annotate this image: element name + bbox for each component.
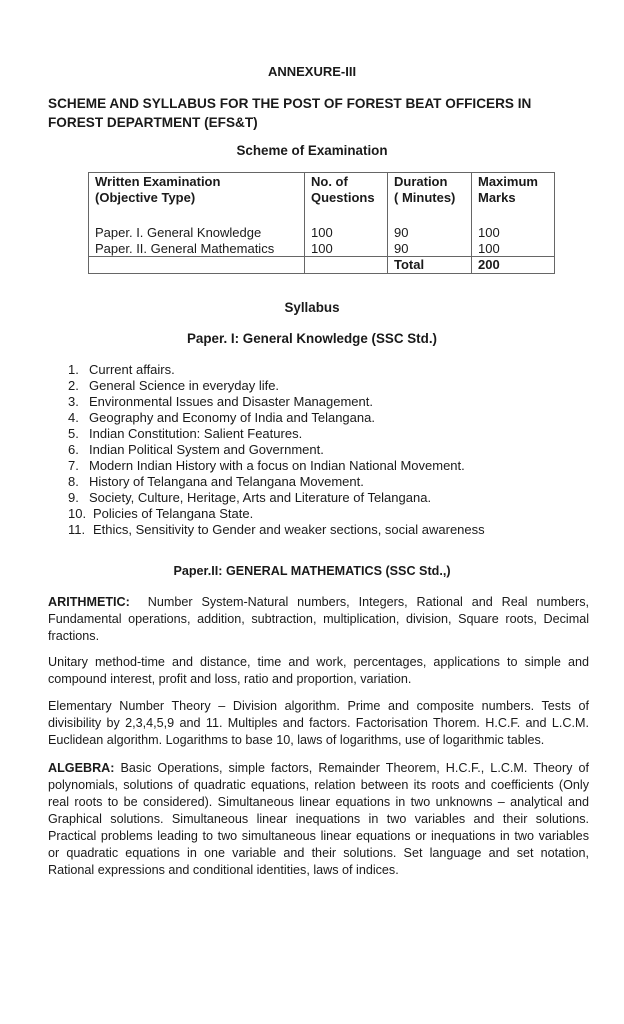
- total-label: Total: [388, 257, 472, 274]
- questions-count: 100: [305, 241, 388, 257]
- paper-name: Paper. II. General Mathematics: [89, 241, 305, 257]
- header-maximum-marks: Maximum Marks: [472, 173, 555, 226]
- max-marks: 100: [472, 225, 555, 241]
- paper1-heading: Paper. I: General Knowledge (SSC Std.): [186, 331, 437, 346]
- total-marks: 200: [472, 257, 555, 274]
- arithmetic-label: ARITHMETIC:: [48, 595, 130, 609]
- list-item: 7. Modern Indian History with a focus on Indian National Movement.: [68, 458, 465, 473]
- list-item: 9. Society, Culture, Heritage, Arts and Literature of Telangana.: [68, 490, 432, 505]
- document-title: SCHEME AND SYLLABUS FOR THE POST OF FOREST BEAT OFFICERS IN FOREST DEPARTMENT (EFS&T): [48, 96, 532, 130]
- header-duration: Duration ( Minutes): [388, 173, 472, 226]
- empty-cell: [305, 257, 388, 274]
- syllabus-heading: Syllabus: [284, 300, 340, 315]
- empty-cell: [89, 257, 305, 274]
- list-item: 6. Indian Political System and Government.: [68, 442, 324, 457]
- table-row: [89, 241, 555, 257]
- list-item: 3. Environmental Issues and Disaster Management.: [68, 394, 373, 409]
- table-header-row: [89, 173, 555, 226]
- algebra-paragraph: ALGEBRA: Basic Operations, simple factors, Remainder Theorem, H.C.F., L.C.M. Theory of polynomials, solutions of quadratic equations, relation between its roots and coefficients (Only real roots to be considered). Simultaneous linear equations in two unknowns – analytical and Graphical solutions. Simultaneous linear inequations in two variables and their solutions. Practical problems leading to two simultaneous linear equations or inequations in two variables or quadratic equations in one variable and their solutions. Set language and set notation, Rational expressions and conditional identities, laws of indices.: [48, 761, 589, 877]
- table-total-row: [89, 257, 555, 274]
- table-row: [89, 225, 555, 241]
- general-knowledge-topic-list: [68, 362, 485, 538]
- max-marks: 100: [472, 241, 555, 257]
- list-item: 11. Ethics, Sensitivity to Gender and weaker sections, social awareness: [68, 522, 485, 537]
- algebra-label: ALGEBRA:: [48, 761, 115, 775]
- list-item: 8. History of Telangana and Telangana Movement.: [68, 474, 364, 489]
- questions-count: 100: [305, 225, 388, 241]
- list-item: 2. General Science in everyday life.: [68, 378, 280, 393]
- number-theory-paragraph: Elementary Number Theory – Division algorithm. Prime and composite numbers. Tests of divisibility by 2,3,4,5,9 and 11. Multiples and factors. Factorisation Thorem. H.C.F. and L.C.M. Euclidean algorithm. Logarithms to base 10, laws of logarithms, use of logarithmic tables.: [48, 699, 589, 747]
- scheme-heading: Scheme of Examination: [236, 143, 388, 158]
- header-no-of-questions: No. of Questions: [305, 173, 388, 226]
- unitary-method-paragraph: Unitary method-time and distance, time and work, percentages, applications to simple and compound interest, profit and loss, ratio and proportion, variation.: [48, 655, 589, 686]
- list-item: 4. Geography and Economy of India and Telangana.: [68, 410, 375, 425]
- paper-name: Paper. I. General Knowledge: [89, 225, 305, 241]
- arithmetic-paragraph: ARITHMETIC: Number System-Natural numbers, Integers, Rational and Real numbers, Fundamental operations, addition, subtraction, multiplication, division, Square roots, Decimal fractions.: [48, 595, 593, 643]
- header-written-examination: Written Examination (Objective Type): [89, 173, 305, 226]
- duration-minutes: 90: [388, 241, 472, 257]
- list-item: 10. Policies of Telangana State.: [68, 506, 254, 521]
- paper2-heading: Paper.II: GENERAL MATHEMATICS (SSC Std.,): [173, 564, 451, 578]
- duration-minutes: 90: [388, 225, 472, 241]
- list-item: 5. Indian Constitution: Salient Features.: [68, 426, 303, 441]
- list-item: 1. Current affairs.: [68, 362, 175, 377]
- annexure-label: ANNEXURE-III: [267, 64, 357, 79]
- scheme-of-examination-table: [88, 172, 555, 274]
